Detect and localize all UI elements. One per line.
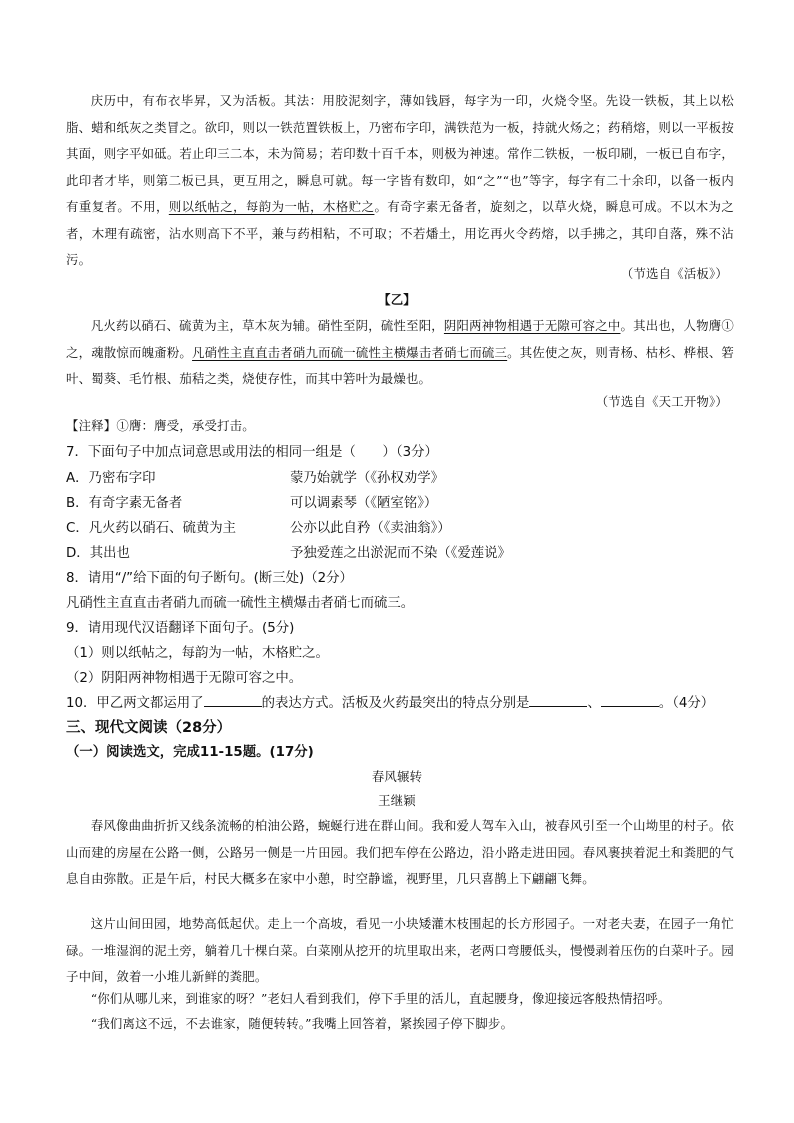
passage-jia-text-a: 庆历中，有布衣毕昇，又为活板。其法：用胶泥刻字，薄如钱唇，每字为一印，火烧令坚。先设一铁板，其上以松脂、蜡和纸灰之类冒之。欲印，则以一铁范置铁板上，乃密布字印，满铁范为一板，持就火炀之；药稍熔，则以一平板按其面，则字平如砥。若止印三二本，未为简易；若印数十百千本，则极为神速。常作二铁板，一板印刷，一板已自布字，此印者才毕，则第二板已具，更互用之，瞬息可就。每一字皆有数印，如“之”“也”等字，每字有二十余印，以备一板内有重复者。不用，: [66, 93, 734, 214]
q10-blank-3[interactable]: [601, 694, 659, 707]
article-paragraph-1: 春风像曲曲折折又线条流畅的柏油公路，蜿蜒行进在群山间。我和爱人驾车入山，被春风引至一个山坳里的村子。依山而建的房屋在公路一侧，公路另一侧是一片田园。我们把车停在公路边，沿小路走进田园。春风裹挟着泥土和粪肥的气息自由弥散。正是午后，村民大概多在家中小憩，时空静谧，视野里，几只喜鹊上下翩翩飞舞。: [66, 818, 734, 886]
q7-option-b: [66, 492, 734, 514]
q7-option-c-left: C．凡火药以硝石、硫黄为主: [66, 521, 237, 536]
q7-option-d-right: 予独爱莲之出淤泥而不染（《爱莲说》: [290, 546, 511, 561]
section-3-title: 三、现代文阅读（28分）: [66, 720, 232, 736]
q10-separator: 、: [587, 696, 601, 711]
article-title: 春风辗转: [371, 769, 423, 784]
question-9: 9．请用现代汉语翻译下面句子。(5分): [66, 621, 295, 636]
q10-text-c: 。（4分）: [658, 696, 715, 711]
article-paragraph-2: 这片山间田园，地势高低起伏。走上一个高坡，看见一小块矮灌木枝围起的长方形园子。一对老夫妻，在园子一角忙碌。一堆湿润的泥土旁，躺着几十棵白菜。白菜刚从挖开的坑里取出来，老两口弯腰低头，慢慢剥着压伤的白菜叶子。园子中间，敛着一小堆儿新鲜的粪肥。: [66, 916, 734, 984]
q7-option-c-right: 公亦以此自矜（《卖油翁》）: [290, 521, 451, 536]
question-8: 8．请用“/”给下面的句子断句。(断三处)（2分）: [66, 571, 353, 586]
passage-jia-paragraph: [66, 88, 734, 274]
article-paragraph-3: “你们从哪儿来，到谁家的呀？”老妇人看到我们，停下手里的活儿，直起腰身，像迎接远客般热情招呼。: [90, 991, 671, 1006]
passage-yi-text-b: 。其出也，人物膺①之，魂散惊而魄齑粉。: [66, 318, 734, 360]
question-7: 7．下面句子中加点词意思或用法的相同一组是（ ）（3分）: [66, 445, 438, 460]
q7-option-d: [66, 542, 734, 564]
passage-yi-heading: 【乙】: [378, 292, 416, 307]
passage-yi-underlined-1: 阴阳两神物相遇于无隙可容之中: [443, 318, 621, 333]
question-9-item-1: （1）则以纸帖之，每韵为一帖，木格贮之。: [66, 646, 329, 661]
question-10: [66, 692, 714, 711]
passage-yi-source: （节选自《天工开物》）: [595, 394, 728, 409]
q7-option-d-left: D．其出也: [66, 546, 130, 561]
question-8-sentence: 凡硝性主直直击者硝九而硫一硫性主横爆击者硝七而硫三。: [66, 596, 415, 611]
question-9-item-2: （2）阴阳两神物相遇于无隙可容之中。: [66, 671, 303, 686]
article-paragraph-4: “我们离这不远，不去谁家，随便转转。”我嘴上回答着，紧挨园子停下脚步。: [90, 1016, 514, 1031]
section-3-subtitle: （一）阅读选文，完成11-15题。(17分): [66, 745, 314, 760]
q7-option-a-left: A．乃密布字印: [66, 471, 156, 486]
article-author: 王继颖: [378, 793, 416, 808]
annotation-note: 【注释】①膺：膺受，承受打击。: [66, 418, 255, 433]
q10-blank-2[interactable]: [529, 694, 587, 707]
q7-option-c: [66, 517, 734, 539]
passage-jia-text-b: 。有奇字素无备者，旋刻之，以草火烧，瞬息可成。不以木为之者，木理有疏密，沾水则高下不平，兼与药相粘，不可取；不若燔土，用讫再火令药熔，以手拂之，其印自落，殊不沾污。: [66, 199, 734, 267]
q10-text-a: 10．甲乙两文都运用了: [66, 696, 204, 711]
passage-jia-underlined-sentence: 则以纸帖之，每韵为一帖，木格贮之: [168, 199, 375, 214]
passage-jia-source: （节选自《活板》）: [620, 266, 728, 281]
q10-blank-1[interactable]: [204, 694, 262, 707]
passage-yi-text-c: 。其佐使之灰，则青杨、枯杉、桦根、箬叶、蜀葵、毛竹根、茄秸之类，烧使存性，而其中箬叶为最燥也。: [66, 344, 735, 386]
passage-yi-underlined-2: 凡硝性主直直击者硝九而硫一硫性主横爆击者硝七而硫三: [192, 344, 508, 360]
q7-option-a-right: 蒙乃始就学（《孙权劝学》: [290, 471, 444, 486]
q7-option-b-right: 可以调素琴（《陋室铭》）: [290, 496, 438, 511]
q7-option-b-left: B．有奇字素无备者: [66, 496, 183, 511]
q10-text-b: 的表达方式。活板及火药最突出的特点分别是: [261, 696, 530, 711]
passage-yi-text-a: 凡火药以硝石、硫黄为主，草木灰为辅。硝性至阴，硫性至阳，: [90, 318, 444, 333]
passage-yi-paragraph: [66, 313, 734, 393]
q7-option-a: [66, 467, 734, 489]
